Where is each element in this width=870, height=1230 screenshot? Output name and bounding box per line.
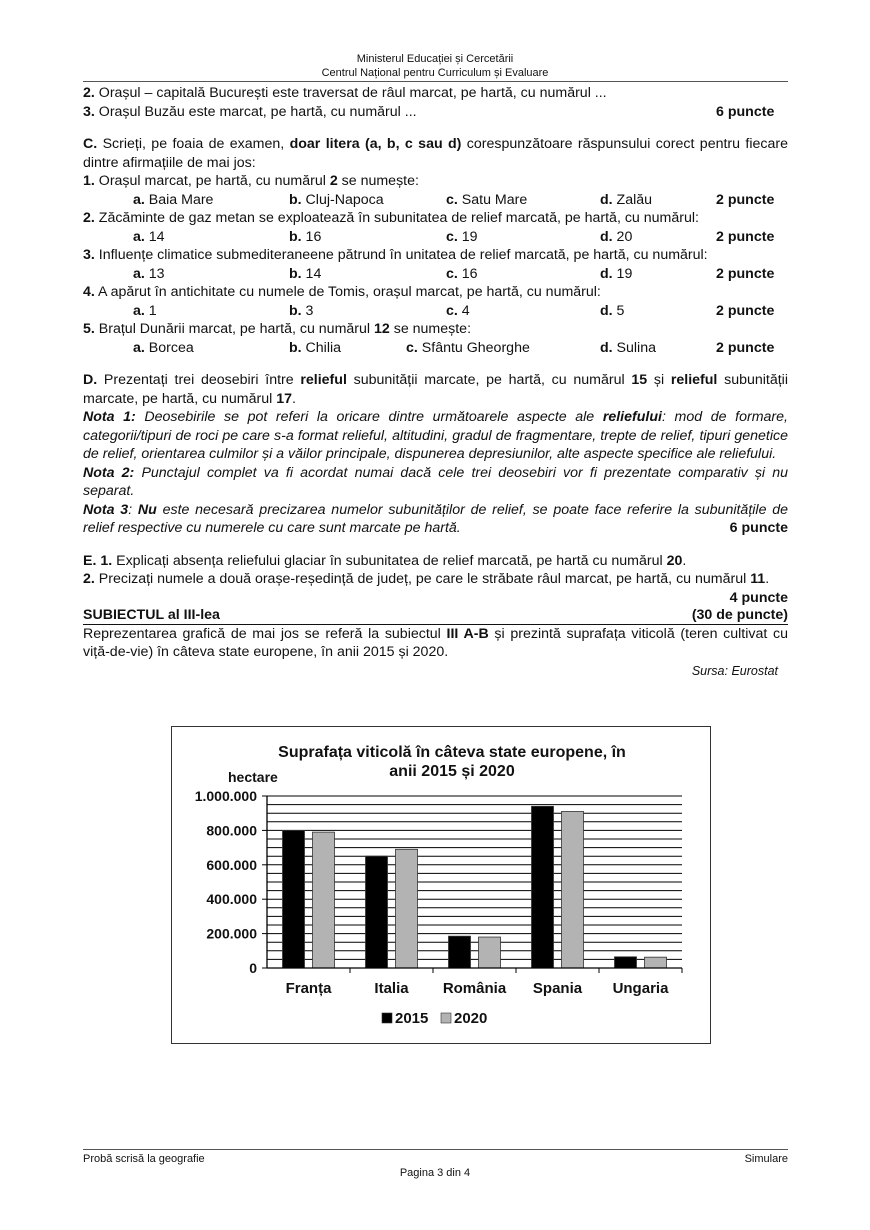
b-question-3: 3. Orașul Buzău este marcat, pe hartă, cu numărul ... 6 puncte (83, 103, 775, 120)
y-tick-label: 200.000 (206, 925, 257, 942)
legend-swatch-2020 (441, 1013, 451, 1023)
page-header (0, 52, 870, 80)
b-question-2: 2. Orașul – capitală București este traversat de râul marcat, pe hartă, cu numărul ... (83, 85, 607, 101)
bar-2015-Spania (532, 806, 554, 968)
bar-2015-Italia (366, 856, 388, 968)
c-question-3-options: a. 13 b. 14 c. 16 d. 19 2 puncte (133, 265, 775, 282)
chart-title-line2: anii 2015 și 2020 (389, 763, 515, 780)
header-center: Centrul Național pentru Curriculum și Evaluare (321, 67, 549, 79)
d-note-3: Nota 3: Nu este necesară precizarea numelor subunităților de relief, se poate face referire la subunitățile de relief respective cu numerele cu care sunt marcate pe hartă. 6 puncte (83, 501, 789, 536)
footer-left: Probă scrisă la geografie (83, 1153, 205, 1165)
chart-title-line1: Suprafața viticolă în câteva state europene, în (278, 744, 626, 761)
c-question-4: 4. A apărut în antichitate cu numele de Tomis, orașul marcat, pe hartă, cu numărul: (83, 284, 601, 300)
page-number: Pagina 3 din 4 (399, 1167, 471, 1179)
header-ministry: Ministerul Educației și Cercetării (356, 53, 514, 65)
bar-2020-Franța (313, 832, 335, 968)
bar-2020-Italia (396, 849, 418, 968)
b-points: 6 puncte (716, 103, 775, 120)
exam-content (83, 84, 788, 680)
x-tick-label: Italia (374, 980, 409, 997)
y-tick-label: 800.000 (206, 822, 257, 839)
y-tick-label: 0 (249, 960, 257, 976)
x-tick-label: Franța (285, 980, 332, 997)
vineyard-area-chart (172, 727, 710, 1043)
c-question-3: 3. Influențe climatice submediteraneene pătrund în unitatea de relief marcată, pe hartă, cu numărul: (83, 247, 708, 263)
x-tick-label: Ungaria (612, 980, 669, 997)
c-instructions: C. Scrieți, pe foaia de examen, doar litera (a, b, c sau d) corespunzătoare răspunsului corect pentru fiecare dintre afirmațiile de mai jos: (83, 136, 788, 171)
bar-2020-Spania (562, 811, 584, 968)
c-question-1: 1. Orașul marcat, pe hartă, cu numărul 2 se numește: (83, 173, 419, 189)
footer-divider (83, 1149, 788, 1150)
e-points: 4 puncte (729, 589, 788, 606)
legend-label-2020: 2020 (454, 1010, 488, 1027)
d-points: 6 puncte (729, 520, 788, 536)
bar-2020-Ungaria (645, 957, 667, 968)
c-question-2-options: a. 14 b. 16 c. 19 d. 20 2 puncte (133, 228, 775, 245)
c-question-5-options: a. Borcea b. Chilia c. Sfântu Gheorghe d. Sulina 2 puncte (133, 339, 775, 356)
header-divider (83, 81, 788, 82)
bar-2015-România (449, 936, 471, 968)
subiect3-title: SUBIECTUL al III-lea (83, 606, 220, 623)
d-note-1: Nota 1: Deosebirile se pot referi la oricare dintre următoarele aspecte ale reliefului: mod de formare, categorii/tipuri de roci pe care s-a format relieful, altitudini, gradul de fragmentare, trepte de relief, tipuri genetice de relief, orientarea culmilor și a văilor principale, dispunerea depresiunilor, alte aspecte specifice ale reliefului. (83, 409, 788, 462)
d-question: D. Prezentați trei deosebiri între relieful subunității marcate, pe hartă, cu numărul 15 și relieful subunității marcate, pe hartă, cu numărul 17. (83, 372, 788, 407)
chart-frame (171, 726, 711, 1044)
subiect3-heading (83, 606, 788, 625)
e-question-2: 2. Precizați numele a două orașe-reședință de județ, pe care le străbate râul marcat, pe hartă, cu numărul 11. 4 puncte (83, 571, 788, 606)
y-axis-label: hectare (228, 769, 278, 785)
x-tick-label: Spania (532, 980, 583, 997)
bar-2015-Franța (283, 830, 305, 968)
footer-right: Simulare (744, 1153, 788, 1165)
legend-label-2015: 2015 (395, 1010, 429, 1027)
y-tick-label: 400.000 (206, 891, 257, 908)
y-tick-label: 600.000 (206, 856, 257, 873)
c-question-4-options: a. 1 b. 3 c. 4 d. 5 2 puncte (133, 302, 775, 319)
bar-2020-România (479, 937, 501, 968)
e-question-1: E. 1. Explicați absența reliefului glaciar în subunitatea de relief marcată, pe hartă cu numărul 20. (83, 552, 687, 569)
subiect3-points: (30 de puncte) (691, 606, 788, 623)
c-question-5: 5. Brațul Dunării marcat, pe hartă, cu numărul 12 se numește: (83, 321, 472, 337)
bar-2015-Ungaria (615, 957, 637, 968)
y-tick-label: 1.000.000 (194, 788, 257, 804)
legend-swatch-2015 (382, 1013, 392, 1023)
x-tick-label: România (442, 980, 507, 997)
subiect3-intro: Reprezentarea grafică de mai jos se referă la subiectul III A-B și prezintă suprafața viticolă (teren cultivat cu viță-de-vie) în câteva state europene, în anii 2015 și 2020. (83, 625, 788, 660)
c-question-2: 2. Zăcăminte de gaz metan se exploatează în subunitatea de relief marcată, pe hartă, cu numărul: (83, 210, 699, 226)
chart-source: Sursa: Eurostat (691, 663, 778, 678)
d-note-2: Nota 2: Punctajul complet va fi acordat numai dacă cele trei deosebiri vor fi prezentate comparativ și nu separat. (83, 464, 789, 499)
c-question-1-options: a. Baia Mare b. Cluj-Napoca c. Satu Mare d. Zalău 2 puncte (133, 191, 775, 208)
